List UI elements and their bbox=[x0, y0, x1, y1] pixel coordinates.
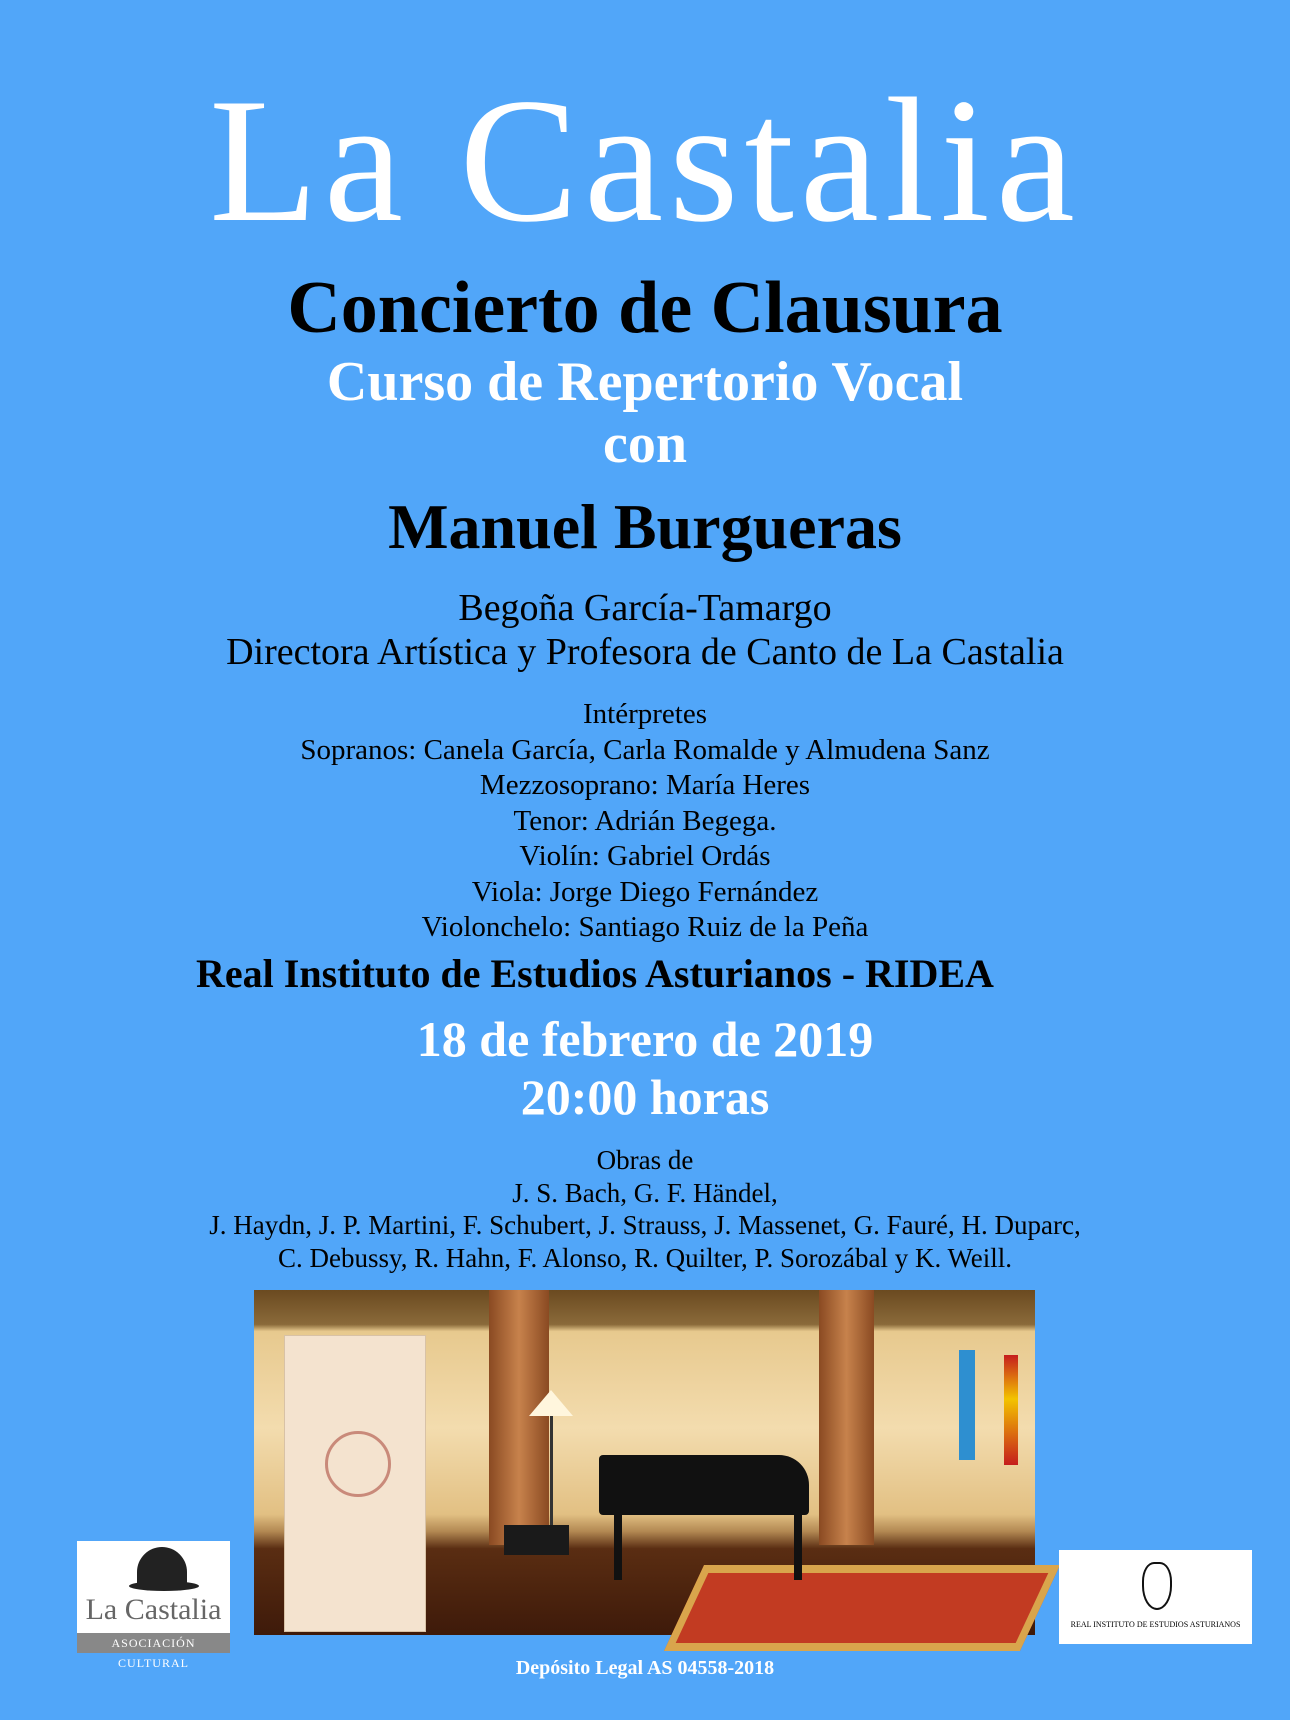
lamp-stand bbox=[550, 1416, 553, 1541]
performers-heading: Intérpretes bbox=[583, 698, 707, 730]
course-name: Curso de Repertorio Vocal bbox=[326, 351, 964, 413]
logo-name: La Castalia bbox=[85, 1593, 222, 1626]
event-date: 18 de febrero de 2019 bbox=[416, 1011, 874, 1067]
poster-title: La Castalia bbox=[209, 61, 1081, 259]
red-rug bbox=[664, 1565, 1060, 1651]
works-line: J. S. Bach, G. F. Händel, bbox=[512, 1177, 778, 1208]
works-line: J. Haydn, J. P. Martini, F. Schubert, J. Strauss, J. Massenet, G. Fauré, H. Duparc, bbox=[209, 1210, 1081, 1240]
hat-brim-icon bbox=[129, 1581, 199, 1591]
performer-line: Mezzosoprano: María Heres bbox=[479, 769, 811, 801]
event-subtitle: Concierto de Clausura bbox=[287, 267, 1003, 349]
ridea-logo-text: REAL INSTITUTO DE ESTUDIOS ASTURIANOS bbox=[1070, 1620, 1241, 1629]
la-castalia-logo bbox=[77, 1541, 230, 1670]
director-role: Directora Artística y Profesora de Canto de La Castalia bbox=[226, 631, 1064, 673]
performer-line: Viola: Jorge Diego Fernández bbox=[471, 875, 819, 908]
with-label: con bbox=[603, 413, 687, 475]
logo-subtitle: ASOCIACIÓN CULTURAL bbox=[77, 1633, 230, 1653]
asturias-flag bbox=[959, 1350, 975, 1460]
event-time: 20:00 horas bbox=[520, 1069, 770, 1125]
piano-leg bbox=[794, 1510, 802, 1580]
works-line: C. Debussy, R. Hahn, F. Alonso, R. Quilter, P. Sorozábal y K. Weill. bbox=[277, 1242, 1013, 1273]
director-name: Begoña García-Tamargo bbox=[458, 587, 832, 629]
piano-stool bbox=[504, 1525, 569, 1555]
legal-deposit: Depósito Legal AS 04558-2018 bbox=[515, 1657, 775, 1679]
performer-line: Violonchelo: Santiago Ruiz de la Peña bbox=[421, 911, 869, 943]
concert-hall-photo bbox=[254, 1290, 1035, 1635]
banner-seal-icon bbox=[325, 1431, 391, 1497]
crown-seal-icon bbox=[1142, 1562, 1172, 1610]
performers-list bbox=[0, 697, 1290, 946]
venue: Real Instituto de Estudios Asturianos - RIDEA bbox=[196, 951, 994, 996]
teacher-name: Manuel Burgueras bbox=[388, 491, 902, 562]
ridea-banner bbox=[284, 1335, 426, 1632]
piano-leg bbox=[614, 1510, 622, 1580]
performer-line: Violín: Gabriel Ordás bbox=[519, 840, 771, 872]
spain-flag bbox=[1004, 1355, 1018, 1465]
photo-column bbox=[489, 1290, 549, 1545]
lamp-shade bbox=[529, 1390, 573, 1416]
performer-line: Tenor: Adrián Begega. bbox=[513, 804, 777, 837]
performer-line: Sopranos: Canela García, Carla Romalde y Almudena Sanz bbox=[300, 733, 990, 766]
photo-column bbox=[819, 1290, 874, 1545]
grand-piano bbox=[599, 1455, 809, 1515]
works-heading: Obras de bbox=[596, 1145, 694, 1175]
works-list bbox=[0, 1144, 1290, 1274]
ridea-logo bbox=[1059, 1550, 1252, 1644]
